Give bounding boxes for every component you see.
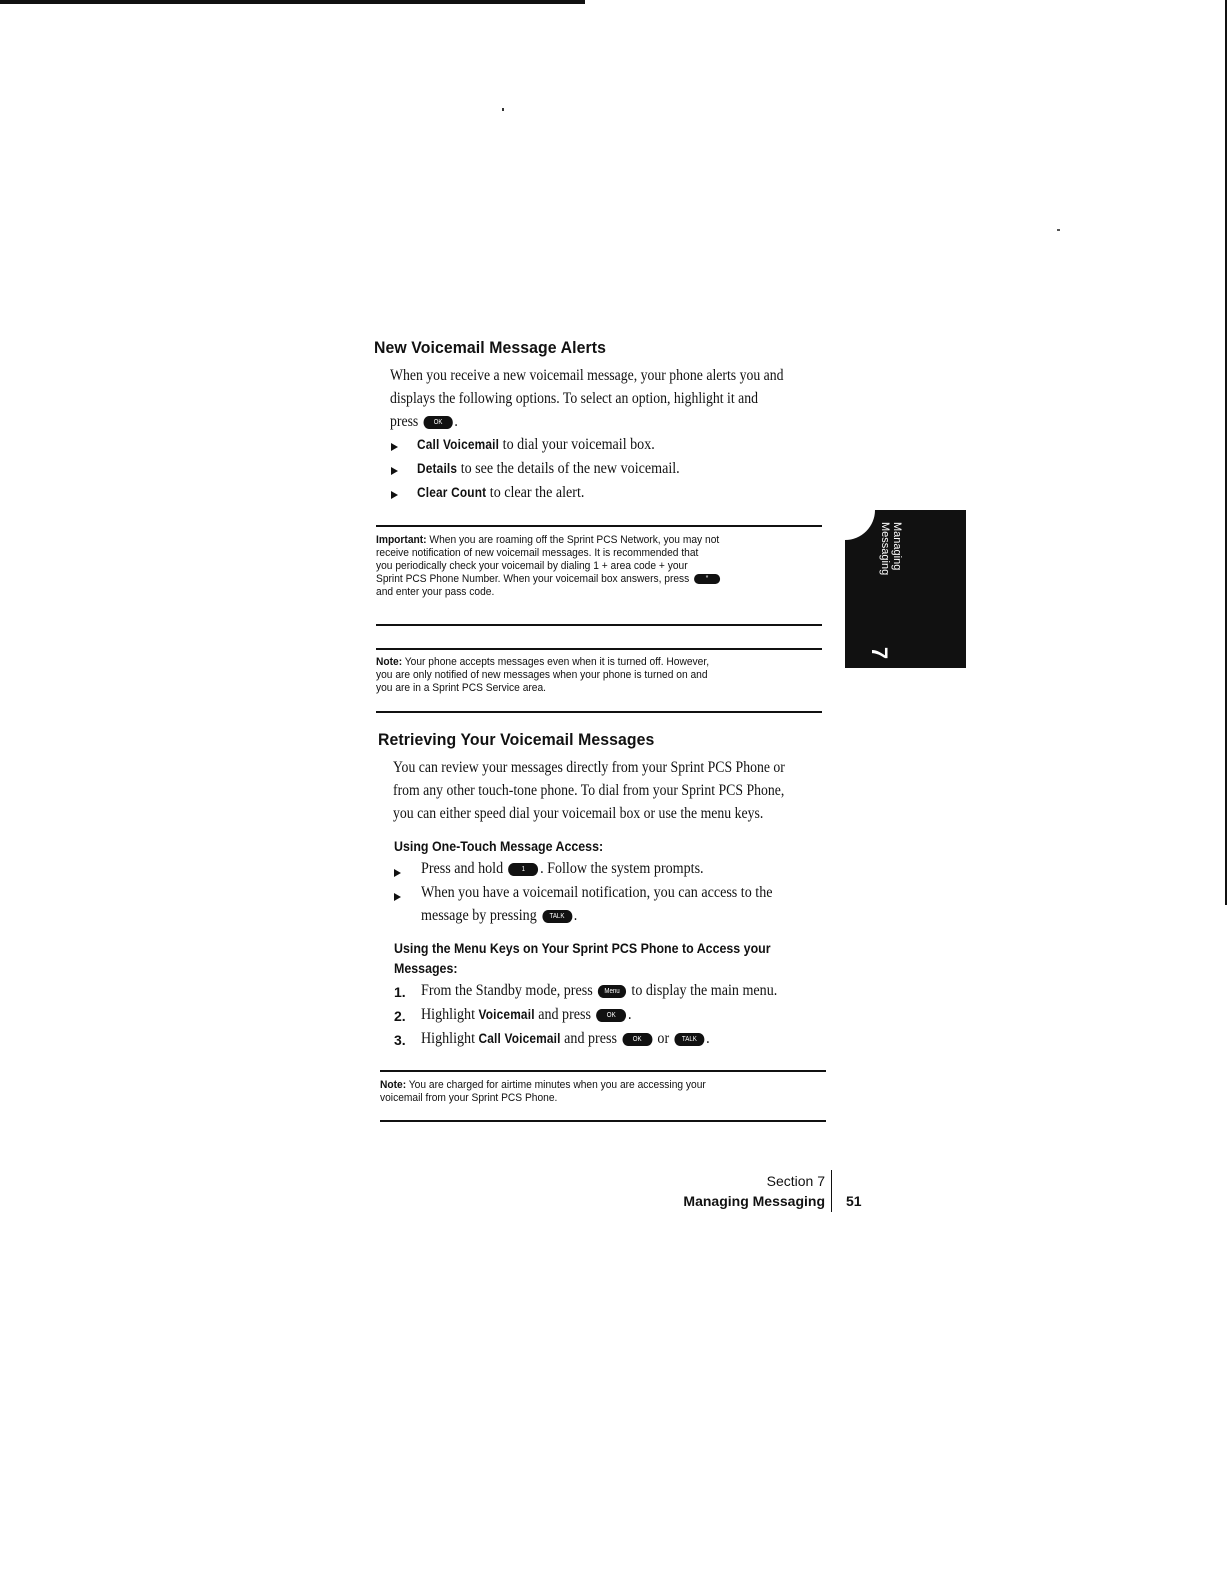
footer-title: Managing Messaging (683, 1193, 825, 1209)
talk-key-icon: TALK (542, 910, 572, 923)
step-item: Highlight Voicemail and press OK . (421, 1006, 632, 1023)
section-heading: New Voicemail Message Alerts (374, 338, 606, 357)
chapter-number: 7 (867, 646, 893, 660)
step-item: From the Standby mode, press Menu to display the main menu. (421, 982, 778, 999)
note-callout: Note: You are charged for airtime minutes when you are accessing your voicemail from your Sprint PCS Phone. (380, 1079, 706, 1104)
subheading: Using the Menu Keys on Your Sprint PCS Phone to Access your Messages: (394, 941, 771, 976)
step-number: 3. (394, 1032, 406, 1048)
page-number: 51 (846, 1193, 862, 1209)
intro-paragraph: When you receive a new voicemail message, your phone alerts you and displays the following options. To select an option, highlight it and press OK . (390, 367, 784, 430)
ok-key-icon: OK (423, 416, 452, 429)
menu-key-icon: Menu (598, 985, 626, 998)
bullet-arrow-icon (391, 443, 398, 451)
intro-paragraph: You can review your messages directly from your Sprint PCS Phone or from any other touch-tone phone. To dial from your Sprint PCS Phone, you can either speed dial your voicemail box or use the menu keys. (393, 759, 785, 822)
footer-divider (831, 1170, 832, 1212)
bullet-item: Press and hold 1 . Follow the system prompts. (421, 860, 704, 877)
option-item: Details to see the details of the new voicemail. (417, 460, 680, 477)
bullet-arrow-icon (391, 467, 398, 475)
scan-speck (1057, 229, 1060, 231)
chapter-tab-label: Managing Messaging (879, 522, 903, 576)
callout-bottom-rule (380, 1120, 826, 1122)
important-callout: Important: When you are roaming off the Sprint PCS Network, you may not receive notification of new voicemail messages. It is recommended that you periodically check your voicemail by dialing 1 + area code + your Sprint PCS Phone Number. When your voicemail box answers, press * and enter your pass code. (376, 534, 720, 598)
bullet-arrow-icon (394, 893, 401, 901)
scan-speck (502, 108, 504, 111)
option-item: Clear Count to clear the alert. (417, 484, 585, 501)
bullet-arrow-icon (391, 491, 398, 499)
step-number: 2. (394, 1008, 406, 1024)
callout-top-rule (376, 525, 822, 527)
right-edge-rule (1225, 0, 1227, 905)
subheading: Using One-Touch Message Access: (394, 839, 604, 854)
step-number: 1. (394, 984, 406, 1000)
ok-key-icon: OK (596, 1009, 626, 1022)
voicemail-1-key-icon: 1 (508, 863, 538, 876)
chapter-tab (845, 510, 966, 668)
callout-bottom-rule (376, 624, 822, 626)
note-callout: Note: Your phone accepts messages even when it is turned off. However, you are only notified of new messages when your phone is turned on and you are in a Sprint PCS Service area. (376, 656, 710, 694)
bullet-item: When you have a voicemail notification, you can access to the (421, 884, 773, 901)
talk-key-icon: TALK (674, 1033, 704, 1046)
callout-top-rule (376, 648, 822, 650)
section-heading: Retrieving Your Voicemail Messages (378, 730, 655, 749)
ok-key-icon: OK (622, 1033, 652, 1046)
bullet-arrow-icon (394, 869, 401, 877)
footer-section: Section 7 (766, 1173, 825, 1189)
step-item: Highlight Call Voicemail and press OK or TALK . (421, 1030, 710, 1047)
bullet-item-continued: message by pressing TALK . (421, 907, 578, 924)
callout-bottom-rule (376, 711, 822, 713)
top-rule (0, 0, 585, 4)
star-key-icon: * (694, 574, 720, 584)
callout-top-rule (380, 1070, 826, 1072)
option-item: Call Voicemail to dial your voicemail box. (417, 436, 655, 453)
